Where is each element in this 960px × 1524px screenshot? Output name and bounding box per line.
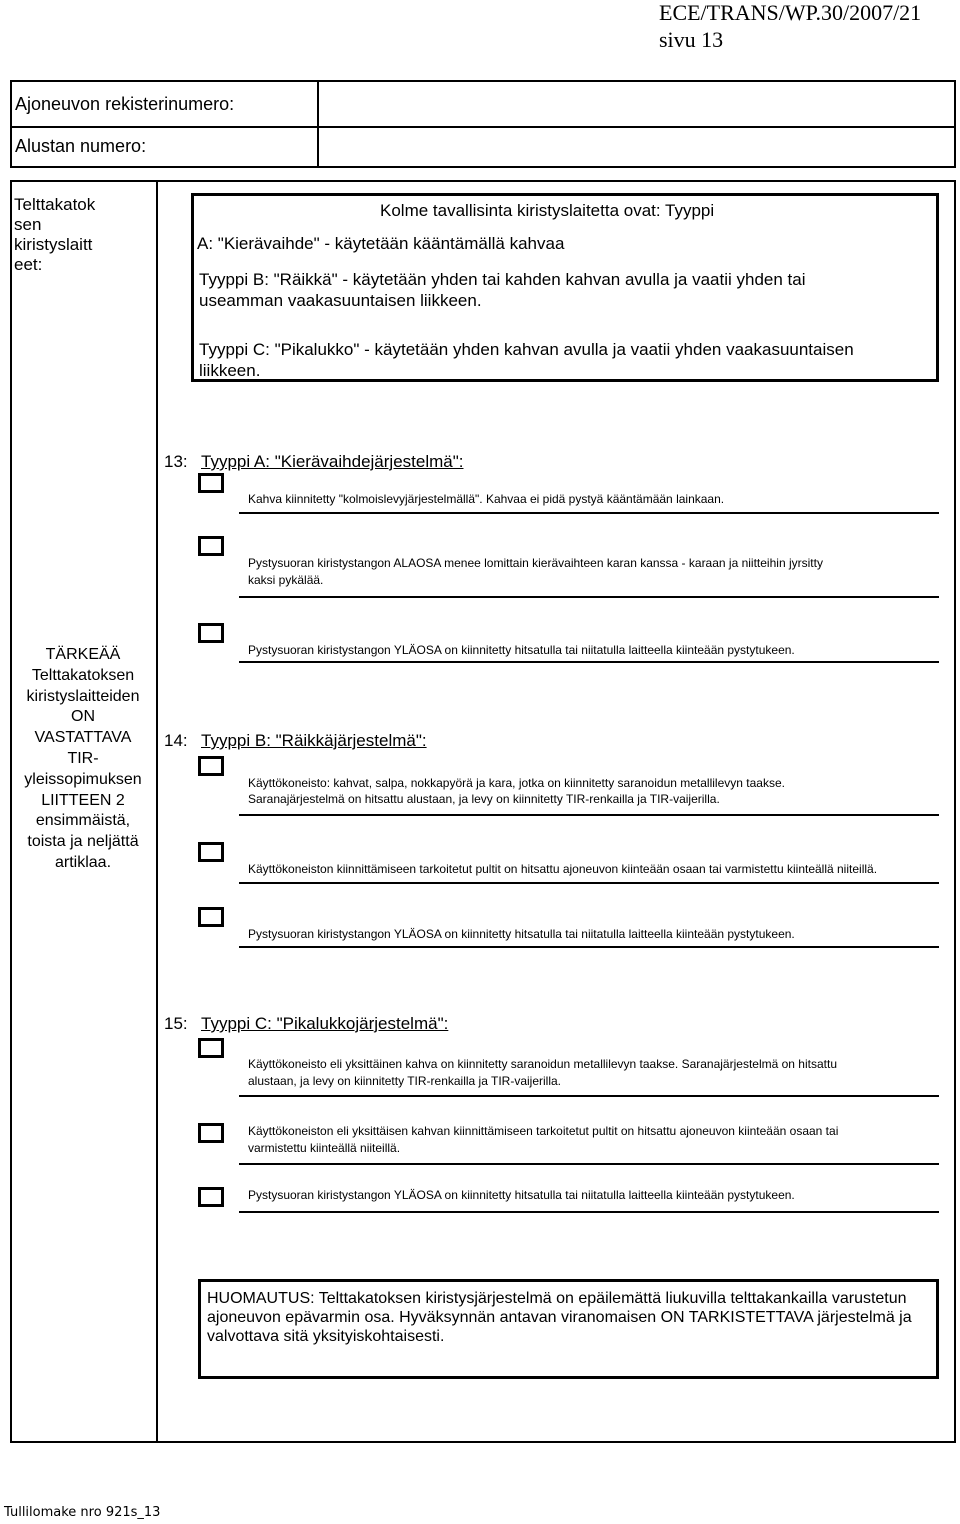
item-15-check-2-text-2: varmistettu kiinteällä niiteillä. bbox=[248, 1141, 401, 1155]
registration-row bbox=[10, 80, 956, 128]
item-14-check-1-text-1: Käyttökoneisto: kahvat, salpa, nokkapyörä ja kara, jotka on kiinnitetty saranoidun metallilevyn taakse. bbox=[248, 776, 785, 790]
registration-input[interactable] bbox=[319, 84, 953, 126]
item-15-check-1-text-2: alustaan, ja levy on kiinnitetty TIR-renkailla ja TIR-vaijerilla. bbox=[248, 1074, 562, 1088]
item-15-check-2-rule bbox=[239, 1163, 939, 1165]
intro-text-6: liikkeen. bbox=[199, 361, 261, 380]
chassis-input[interactable] bbox=[319, 130, 953, 166]
important-line: ON bbox=[71, 708, 95, 726]
important-line: TIR- bbox=[67, 749, 99, 767]
item-14-check-1-rule bbox=[239, 814, 939, 816]
important-line: yleissopimuksen bbox=[24, 770, 142, 788]
important-line: TÄRKEÄÄ bbox=[45, 646, 121, 663]
item-13-check-1-rule bbox=[239, 512, 939, 514]
item-13-check-1-checkbox[interactable] bbox=[198, 473, 224, 493]
item-13-check-2-rule bbox=[239, 596, 939, 598]
document-reference: ECE/TRANS/WP.30/2007/21 bbox=[659, 0, 922, 25]
important-line: VASTATTAVA bbox=[34, 729, 132, 747]
important-line: LIITTEEN 2 bbox=[41, 791, 125, 809]
chassis-row bbox=[10, 126, 956, 168]
item-15-number: 15: bbox=[164, 1014, 188, 1033]
section-title-line: kiristyslaitt bbox=[14, 235, 93, 254]
item-14-check-2-checkbox[interactable] bbox=[198, 842, 224, 862]
item-15-check-3-rule bbox=[239, 1211, 939, 1213]
item-15-check-1-rule bbox=[239, 1095, 939, 1097]
section-title-line: sen bbox=[14, 215, 42, 234]
item-13-check-3-text: Pystysuoran kiristystangon YLÄOSA on kiinnitetty hitsatulla tai niitatulla laitteella kiinteään pystytukeen. bbox=[248, 643, 795, 657]
item-14-check-3-rule bbox=[239, 946, 939, 948]
item-15-check-2-text-1: Käyttökoneiston eli yksittäisen kahvan kiinnittämiseen tarkoitetut pultit on hitsattu ajoneuvon kiinteään osaan tai bbox=[248, 1124, 839, 1138]
registration-label: Ajoneuvon rekisterinumero: bbox=[15, 94, 235, 114]
item-14-check-2-rule bbox=[239, 882, 939, 884]
item-14-check-1-checkbox[interactable] bbox=[198, 756, 224, 776]
item-15-check-1-text-1: Käyttökoneisto eli yksittäinen kahva on kiinnitetty saranoidun metallilevyn taakse. Saranajärjestelmä on hitsattu bbox=[248, 1057, 837, 1071]
intro-text-4: useamman vaakasuuntaisen liikkeen. bbox=[199, 291, 482, 310]
item-13-check-2-checkbox[interactable] bbox=[198, 536, 224, 556]
note-line: HUOMAUTUS: Telttakatoksen kiristysjärjestelmä on epäilemättä liukuvilla telttakankailla varustetun bbox=[207, 1290, 907, 1307]
intro-text-2: A: "Kierävaihde" - käytetään kääntämällä kahvaa bbox=[197, 234, 565, 253]
note-line: ajoneuvon epävarmin osa. Hyväksynnän antavan viranomaisen ON TARKISTETTAVA järjestelmä ja bbox=[207, 1309, 912, 1326]
item-13-check-1-text: Kahva kiinnitetty "kolmoislevyjärjestelmällä". Kahvaa ei pidä pystyä kääntämään lainkaan. bbox=[248, 492, 725, 506]
item-13-number: 13: bbox=[164, 452, 188, 471]
item-15-check-3-checkbox[interactable] bbox=[198, 1187, 224, 1207]
section-title-line: eet: bbox=[14, 255, 43, 274]
note-text bbox=[207, 1289, 912, 1346]
item-15-check-3-text: Pystysuoran kiristystangon YLÄOSA on kiinnitetty hitsatulla tai niitatulla laitteella kiinteään pystytukeen. bbox=[248, 1188, 795, 1202]
section-column-divider bbox=[156, 180, 158, 1443]
section-title-line: Telttakatok bbox=[14, 195, 96, 214]
item-13-check-2-text-1: Pystysuoran kiristystangon ALAOSA menee lomittain kierävaihteen karan kanssa - karaan ja niitteihin jyrsitty bbox=[248, 556, 823, 570]
item-13-check-2-text-2: kaksi pykälää. bbox=[248, 573, 324, 587]
item-15-check-1-checkbox[interactable] bbox=[198, 1038, 224, 1058]
intro-text-5: Tyyppi C: "Pikalukko" - käytetään yhden kahvan avulla ja vaatii yhden vaakasuuntaisen bbox=[199, 340, 854, 359]
item-15-title: Tyyppi C: "Pikalukkojärjestelmä": bbox=[201, 1014, 449, 1033]
chassis-label: Alustan numero: bbox=[15, 136, 147, 156]
item-14-check-1-text-2: Saranajärjestelmä on hitsattu alustaan, ja levy on kiinnitetty TIR-renkailla ja TIR-vaijerilla. bbox=[248, 792, 720, 806]
item-14-title: Tyyppi B: "Räikkäjärjestelmä": bbox=[201, 731, 427, 750]
section-title bbox=[14, 195, 149, 275]
item-14-number: 14: bbox=[164, 731, 188, 750]
important-line: Telttakatoksen bbox=[31, 666, 135, 684]
intro-text-1: Kolme tavallisinta kiristyslaitetta ovat: Tyyppi bbox=[380, 201, 715, 220]
intro-text-3: Tyyppi B: "Räikkä" - käytetään yhden tai kahden kahvan avulla ja vaatii yhden tai bbox=[199, 270, 806, 289]
page-number: sivu 13 bbox=[659, 27, 724, 52]
item-13-check-3-rule bbox=[239, 661, 939, 663]
item-13-title: Tyyppi A: "Kierävaihdejärjestelmä": bbox=[201, 452, 464, 471]
item-13-check-3-checkbox[interactable] bbox=[198, 623, 224, 643]
important-line: toista ja neljättä bbox=[27, 833, 139, 851]
footer-form-number: Tullilomake nro 921s_13 bbox=[4, 1505, 161, 1520]
note-line: valvottava sitä yksityiskohtaisesti. bbox=[207, 1328, 445, 1345]
item-14-check-3-checkbox[interactable] bbox=[198, 907, 224, 927]
important-note bbox=[13, 645, 153, 874]
item-15-check-2-checkbox[interactable] bbox=[198, 1123, 224, 1143]
item-14-check-3-text: Pystysuoran kiristystangon YLÄOSA on kiinnitetty hitsatulla tai niitatulla laitteella kiinteään pystytukeen. bbox=[248, 927, 795, 941]
item-14-check-2-text: Käyttökoneiston kiinnittämiseen tarkoitetut pultit on hitsattu ajoneuvon kiinteään osaan tai varmistettu kiinteällä niiteillä. bbox=[248, 862, 878, 876]
important-line: ensimmäistä, bbox=[35, 812, 131, 830]
important-line: kiristyslaitteiden bbox=[26, 687, 140, 705]
important-line: artiklaa. bbox=[54, 853, 112, 871]
